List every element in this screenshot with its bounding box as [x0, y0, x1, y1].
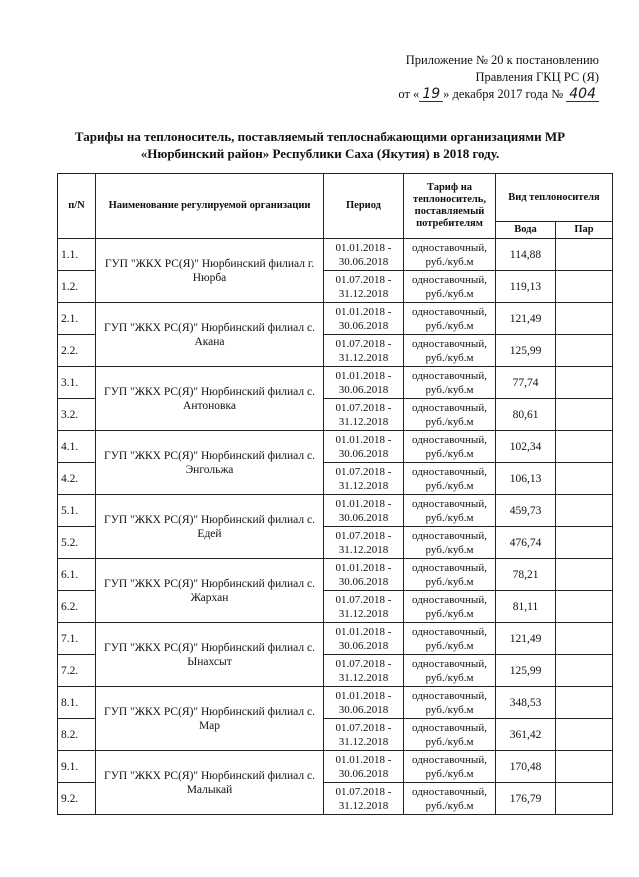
water-value: 81,11: [496, 591, 556, 623]
steam-value: [556, 303, 613, 335]
period-cell: 01.01.2018 - 30.06.2018: [324, 303, 404, 335]
organization-name: ГУП "ЖКХ РС(Я)" Нюрбинский филиал с. Едей: [96, 495, 324, 559]
water-value: 106,13: [496, 463, 556, 495]
period-cell: 01.01.2018 - 30.06.2018: [324, 431, 404, 463]
table-row: [58, 239, 613, 271]
steam-value: [556, 751, 613, 783]
table-row: [58, 687, 613, 719]
organization-name: ГУП "ЖКХ РС(Я)" Нюрбинский филиал с. Малыкай: [96, 751, 324, 815]
steam-value: [556, 527, 613, 559]
row-number: 2.1.: [58, 303, 96, 335]
row-number: 9.1.: [58, 751, 96, 783]
table-row: [58, 495, 613, 527]
row-number: 5.1.: [58, 495, 96, 527]
row-number: 4.1.: [58, 431, 96, 463]
appendix-line-1: Приложение № 20 к постановлению: [405, 53, 599, 67]
tariff-unit-cell: одноставочный, руб./куб.м: [404, 623, 496, 655]
period-cell: 01.01.2018 - 30.06.2018: [324, 239, 404, 271]
organization-name: ГУП "ЖКХ РС(Я)" Нюрбинский филиал г. Нюрба: [96, 239, 324, 303]
water-value: 476,74: [496, 527, 556, 559]
water-value: 121,49: [496, 303, 556, 335]
header-tariff: Тариф на теплоноситель, поставляемый потребителям: [404, 174, 496, 239]
tariff-unit-cell: одноставочный, руб./куб.м: [404, 655, 496, 687]
organization-name: ГУП "ЖКХ РС(Я)" Нюрбинский филиал с. Энгольжа: [96, 431, 324, 495]
steam-value: [556, 655, 613, 687]
steam-value: [556, 687, 613, 719]
table-row: [58, 623, 613, 655]
row-number: 9.2.: [58, 783, 96, 815]
period-cell: 01.07.2018 - 31.12.2018: [324, 527, 404, 559]
tariff-unit-cell: одноставочный, руб./куб.м: [404, 431, 496, 463]
period-cell: 01.01.2018 - 30.06.2018: [324, 495, 404, 527]
table-row: [58, 559, 613, 591]
tariff-unit-cell: одноставочный, руб./куб.м: [404, 335, 496, 367]
document-title: Тарифы на теплоноситель, поставляемый теплоснабжающими организациями МР «Нюрбинский район» Республики Саха (Якутия) в 2018 году.: [74, 129, 566, 161]
period-cell: 01.07.2018 - 31.12.2018: [324, 591, 404, 623]
water-value: 348,53: [496, 687, 556, 719]
steam-value: [556, 431, 613, 463]
header-water: Вода: [496, 222, 556, 239]
steam-value: [556, 463, 613, 495]
row-number: 2.2.: [58, 335, 96, 367]
steam-value: [556, 367, 613, 399]
organization-name: ГУП "ЖКХ РС(Я)" Нюрбинский филиал с. Мар: [96, 687, 324, 751]
steam-value: [556, 783, 613, 815]
appendix-header: [279, 52, 599, 103]
period-cell: 01.07.2018 - 31.12.2018: [324, 719, 404, 751]
tariff-unit-cell: одноставочный, руб./куб.м: [404, 591, 496, 623]
tariff-unit-cell: одноставочный, руб./куб.м: [404, 463, 496, 495]
steam-value: [556, 495, 613, 527]
water-value: 119,13: [496, 271, 556, 303]
period-cell: 01.07.2018 - 31.12.2018: [324, 335, 404, 367]
appendix-line-3: [279, 86, 599, 103]
period-cell: 01.01.2018 - 30.06.2018: [324, 559, 404, 591]
steam-value: [556, 399, 613, 431]
water-value: 80,61: [496, 399, 556, 431]
handwritten-number: 404: [566, 87, 599, 102]
period-cell: 01.01.2018 - 30.06.2018: [324, 367, 404, 399]
tariff-unit-cell: одноставочный, руб./куб.м: [404, 559, 496, 591]
header-steam: Пар: [556, 222, 613, 239]
table-row: [58, 751, 613, 783]
water-value: 114,88: [496, 239, 556, 271]
row-number: 1.1.: [58, 239, 96, 271]
steam-value: [556, 239, 613, 271]
period-cell: 01.01.2018 - 30.06.2018: [324, 687, 404, 719]
row-number: 3.1.: [58, 367, 96, 399]
period-cell: 01.07.2018 - 31.12.2018: [324, 783, 404, 815]
water-value: 121,49: [496, 623, 556, 655]
water-value: 78,21: [496, 559, 556, 591]
header-kind: Вид теплоносителя: [496, 174, 613, 222]
water-value: 170,48: [496, 751, 556, 783]
organization-name: ГУП "ЖКХ РС(Я)" Нюрбинский филиал с. Антоновка: [96, 367, 324, 431]
tariff-unit-cell: одноставочный, руб./куб.м: [404, 783, 496, 815]
steam-value: [556, 271, 613, 303]
tariff-unit-cell: одноставочный, руб./куб.м: [404, 719, 496, 751]
period-cell: 01.01.2018 - 30.06.2018: [324, 623, 404, 655]
steam-value: [556, 335, 613, 367]
header-num: п/N: [58, 174, 96, 239]
period-cell: 01.07.2018 - 31.12.2018: [324, 463, 404, 495]
table-row: [58, 431, 613, 463]
date-middle: » декабря 2017 года №: [443, 87, 564, 101]
steam-value: [556, 591, 613, 623]
tariff-unit-cell: одноставочный, руб./куб.м: [404, 271, 496, 303]
period-cell: 01.07.2018 - 31.12.2018: [324, 271, 404, 303]
row-number: 7.2.: [58, 655, 96, 687]
steam-value: [556, 719, 613, 751]
water-value: 102,34: [496, 431, 556, 463]
tariff-unit-cell: одноставочный, руб./куб.м: [404, 399, 496, 431]
table-row: [58, 303, 613, 335]
organization-name: ГУП "ЖКХ РС(Я)" Нюрбинский филиал с. Акана: [96, 303, 324, 367]
header-period: Период: [324, 174, 404, 239]
organization-name: ГУП "ЖКХ РС(Я)" Нюрбинский филиал с. Ынахсыт: [96, 623, 324, 687]
date-prefix: от «: [398, 87, 420, 101]
period-cell: 01.07.2018 - 31.12.2018: [324, 399, 404, 431]
handwritten-day: 19: [419, 87, 443, 102]
row-number: 5.2.: [58, 527, 96, 559]
water-value: 125,99: [496, 655, 556, 687]
row-number: 3.2.: [58, 399, 96, 431]
row-number: 8.1.: [58, 687, 96, 719]
steam-value: [556, 623, 613, 655]
tariff-unit-cell: одноставочный, руб./куб.м: [404, 687, 496, 719]
tariff-unit-cell: одноставочный, руб./куб.м: [404, 239, 496, 271]
table-body: [58, 239, 613, 815]
row-number: 7.1.: [58, 623, 96, 655]
tariff-unit-cell: одноставочный, руб./куб.м: [404, 751, 496, 783]
row-number: 6.2.: [58, 591, 96, 623]
tariff-table: [57, 173, 613, 815]
row-number: 1.2.: [58, 271, 96, 303]
row-number: 6.1.: [58, 559, 96, 591]
steam-value: [556, 559, 613, 591]
tariff-unit-cell: одноставочный, руб./куб.м: [404, 495, 496, 527]
organization-name: ГУП "ЖКХ РС(Я)" Нюрбинский филиал с. Жархан: [96, 559, 324, 623]
table-row: [58, 367, 613, 399]
water-value: 176,79: [496, 783, 556, 815]
period-cell: 01.07.2018 - 31.12.2018: [324, 655, 404, 687]
water-value: 77,74: [496, 367, 556, 399]
appendix-line-2: Правления ГКЦ РС (Я): [475, 70, 599, 84]
water-value: 459,73: [496, 495, 556, 527]
water-value: 125,99: [496, 335, 556, 367]
header-org: Наименование регулируемой организации: [96, 174, 324, 239]
period-cell: 01.01.2018 - 30.06.2018: [324, 751, 404, 783]
water-value: 361,42: [496, 719, 556, 751]
row-number: 8.2.: [58, 719, 96, 751]
row-number: 4.2.: [58, 463, 96, 495]
tariff-unit-cell: одноставочный, руб./куб.м: [404, 303, 496, 335]
tariff-unit-cell: одноставочный, руб./куб.м: [404, 367, 496, 399]
tariff-unit-cell: одноставочный, руб./куб.м: [404, 527, 496, 559]
